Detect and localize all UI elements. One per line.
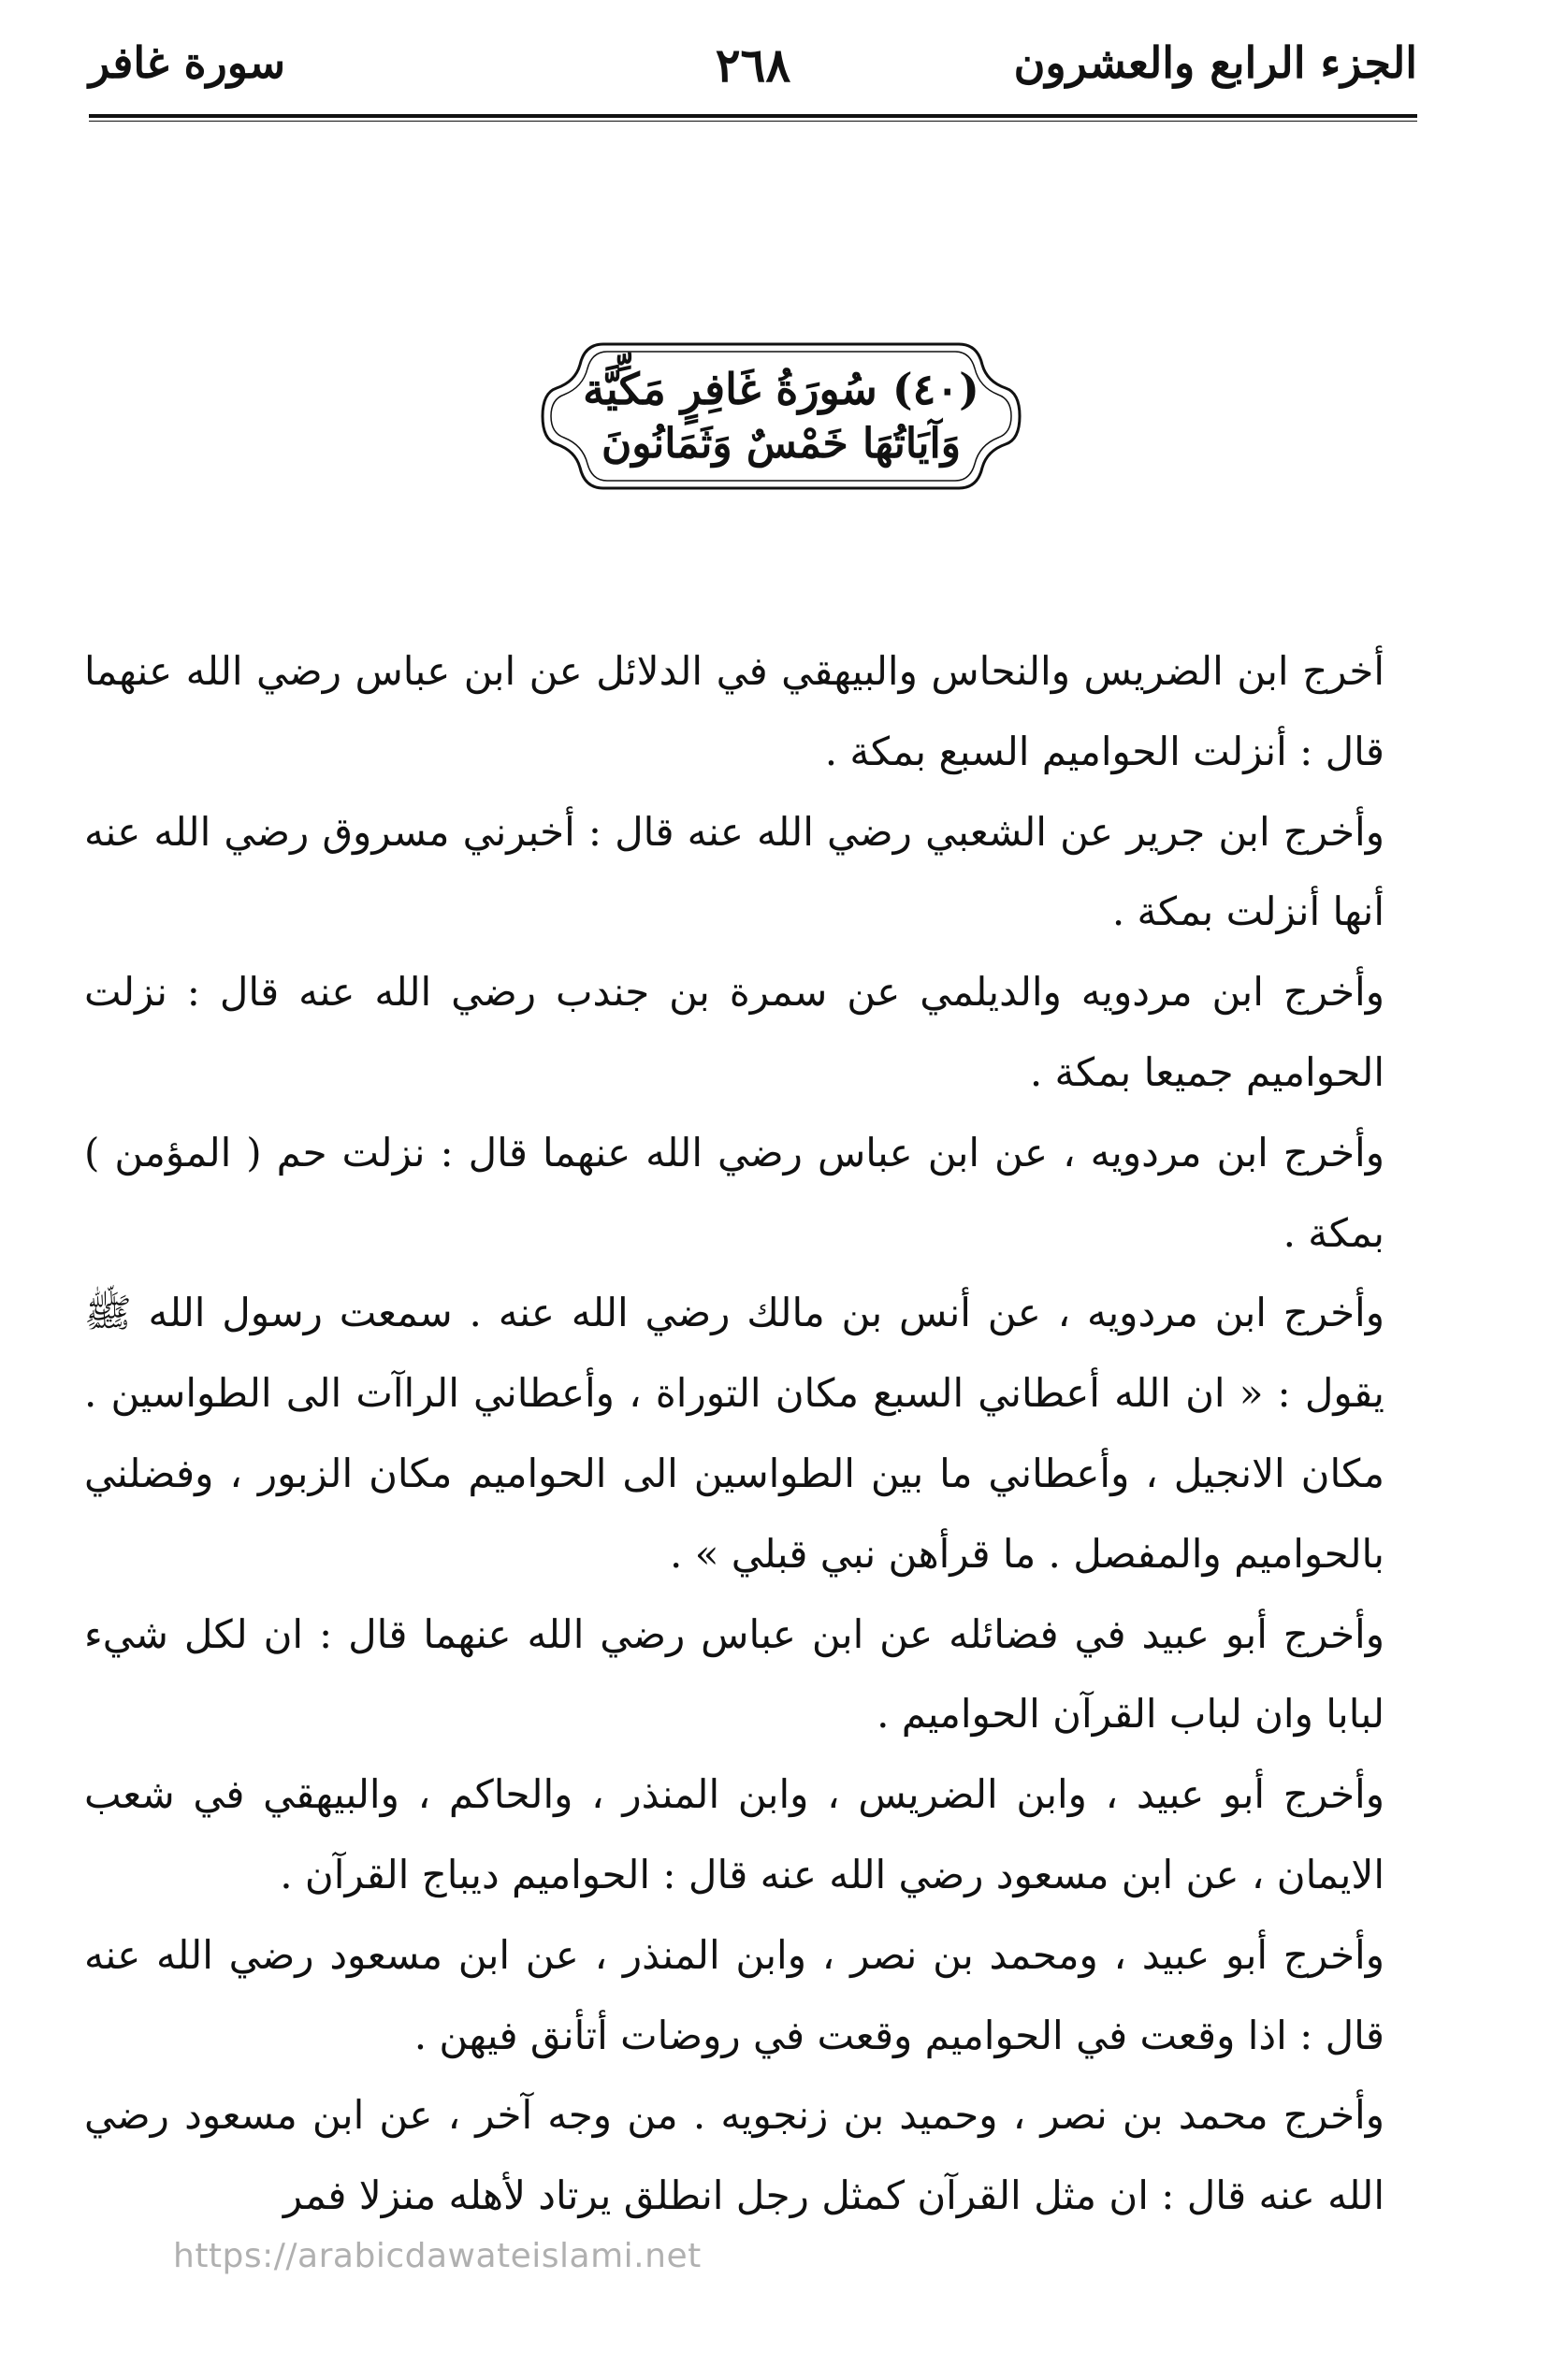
paragraph: وأخرج ابن مردويه والديلمي عن سمرة بن جندب رضي الله عنه قال : نزلت الحواميم جميعا بمكة . xyxy=(84,969,1384,1095)
surah-verse-count: وَآيَاتُهَا خَمْسٌ وَثَمَانُونَ xyxy=(601,420,962,468)
juz-label: الجزء الرابع والعشرون xyxy=(1013,37,1417,88)
paragraph: وأخرج ابن مردويه ، عن ابن عباس رضي الله عنهما قال : نزلت حم ( المؤمن ) بمكة . xyxy=(84,1129,1384,1256)
watermark-url: https://arabicdawateislami.net xyxy=(173,2237,702,2275)
header-rule-thin xyxy=(89,121,1417,122)
header-rule xyxy=(89,114,1417,118)
surah-title-cartouche xyxy=(538,337,1024,496)
paragraph: وأخرج أبو عبيد في فضائله عن ابن عباس رضي الله عنهما قال : ان لكل شيء لبابا وان لباب القرآن الحواميم . xyxy=(84,1610,1384,1738)
page-number: ٢٦٨ xyxy=(715,37,791,93)
paragraph: وأخرج محمد بن نصر ، وحميد بن زنجويه . من وجه آخر ، عن ابن مسعود رضي الله عنه قال : ان مثل القرآن كمثل رجل انطلق يرتاد لأهله منزلا فمر xyxy=(84,2092,1384,2219)
surah-label: سورة غافر xyxy=(89,37,286,88)
surah-title: (٤٠) سُورَةُ غَافِرٍ مَكِّيَّة xyxy=(583,364,979,414)
body-text xyxy=(84,631,1384,2236)
page-header xyxy=(89,37,1417,112)
paragraph: وأخرج ابن جرير عن الشعبي رضي الله عنه قال : أخبرني مسروق رضي الله عنه أنها أنزلت بمكة . xyxy=(84,808,1384,935)
paragraph: أخرج ابن الضريس والنحاس والبيهقي في الدلائل عن ابن عباس رضي الله عنهما قال : أنزلت الحواميم السبع بمكة . xyxy=(84,648,1384,774)
paragraph: وأخرج أبو عبيد ، ومحمد بن نصر ، وابن المنذر ، عن ابن مسعود رضي الله عنه قال : اذا وقعت في الحواميم وقعت في روضات أتأنق فيهن . xyxy=(84,1931,1384,2058)
paragraph: وأخرج أبو عبيد ، وابن الضريس ، وابن المنذر ، والحاكم ، والبيهقي في شعب الايمان ، عن ابن مسعود رضي الله عنه قال : الحواميم ديباج القرآن . xyxy=(84,1771,1384,1897)
paragraph: وأخرج ابن مردويه ، عن أنس بن مالك رضي الله عنه . سمعت رسول الله ﷺ يقول : « ان الله أعطاني السبع مكان التوراة ، وأعطاني الراآت الى الطواسين . مكان الانجيل ، وأعطاني ما بين الطواسين الى الحواميم مكان الزبور ، وفضلني بالحواميم والمفصل . ما قرأهن نبي قبلي » . xyxy=(84,1290,1384,1577)
